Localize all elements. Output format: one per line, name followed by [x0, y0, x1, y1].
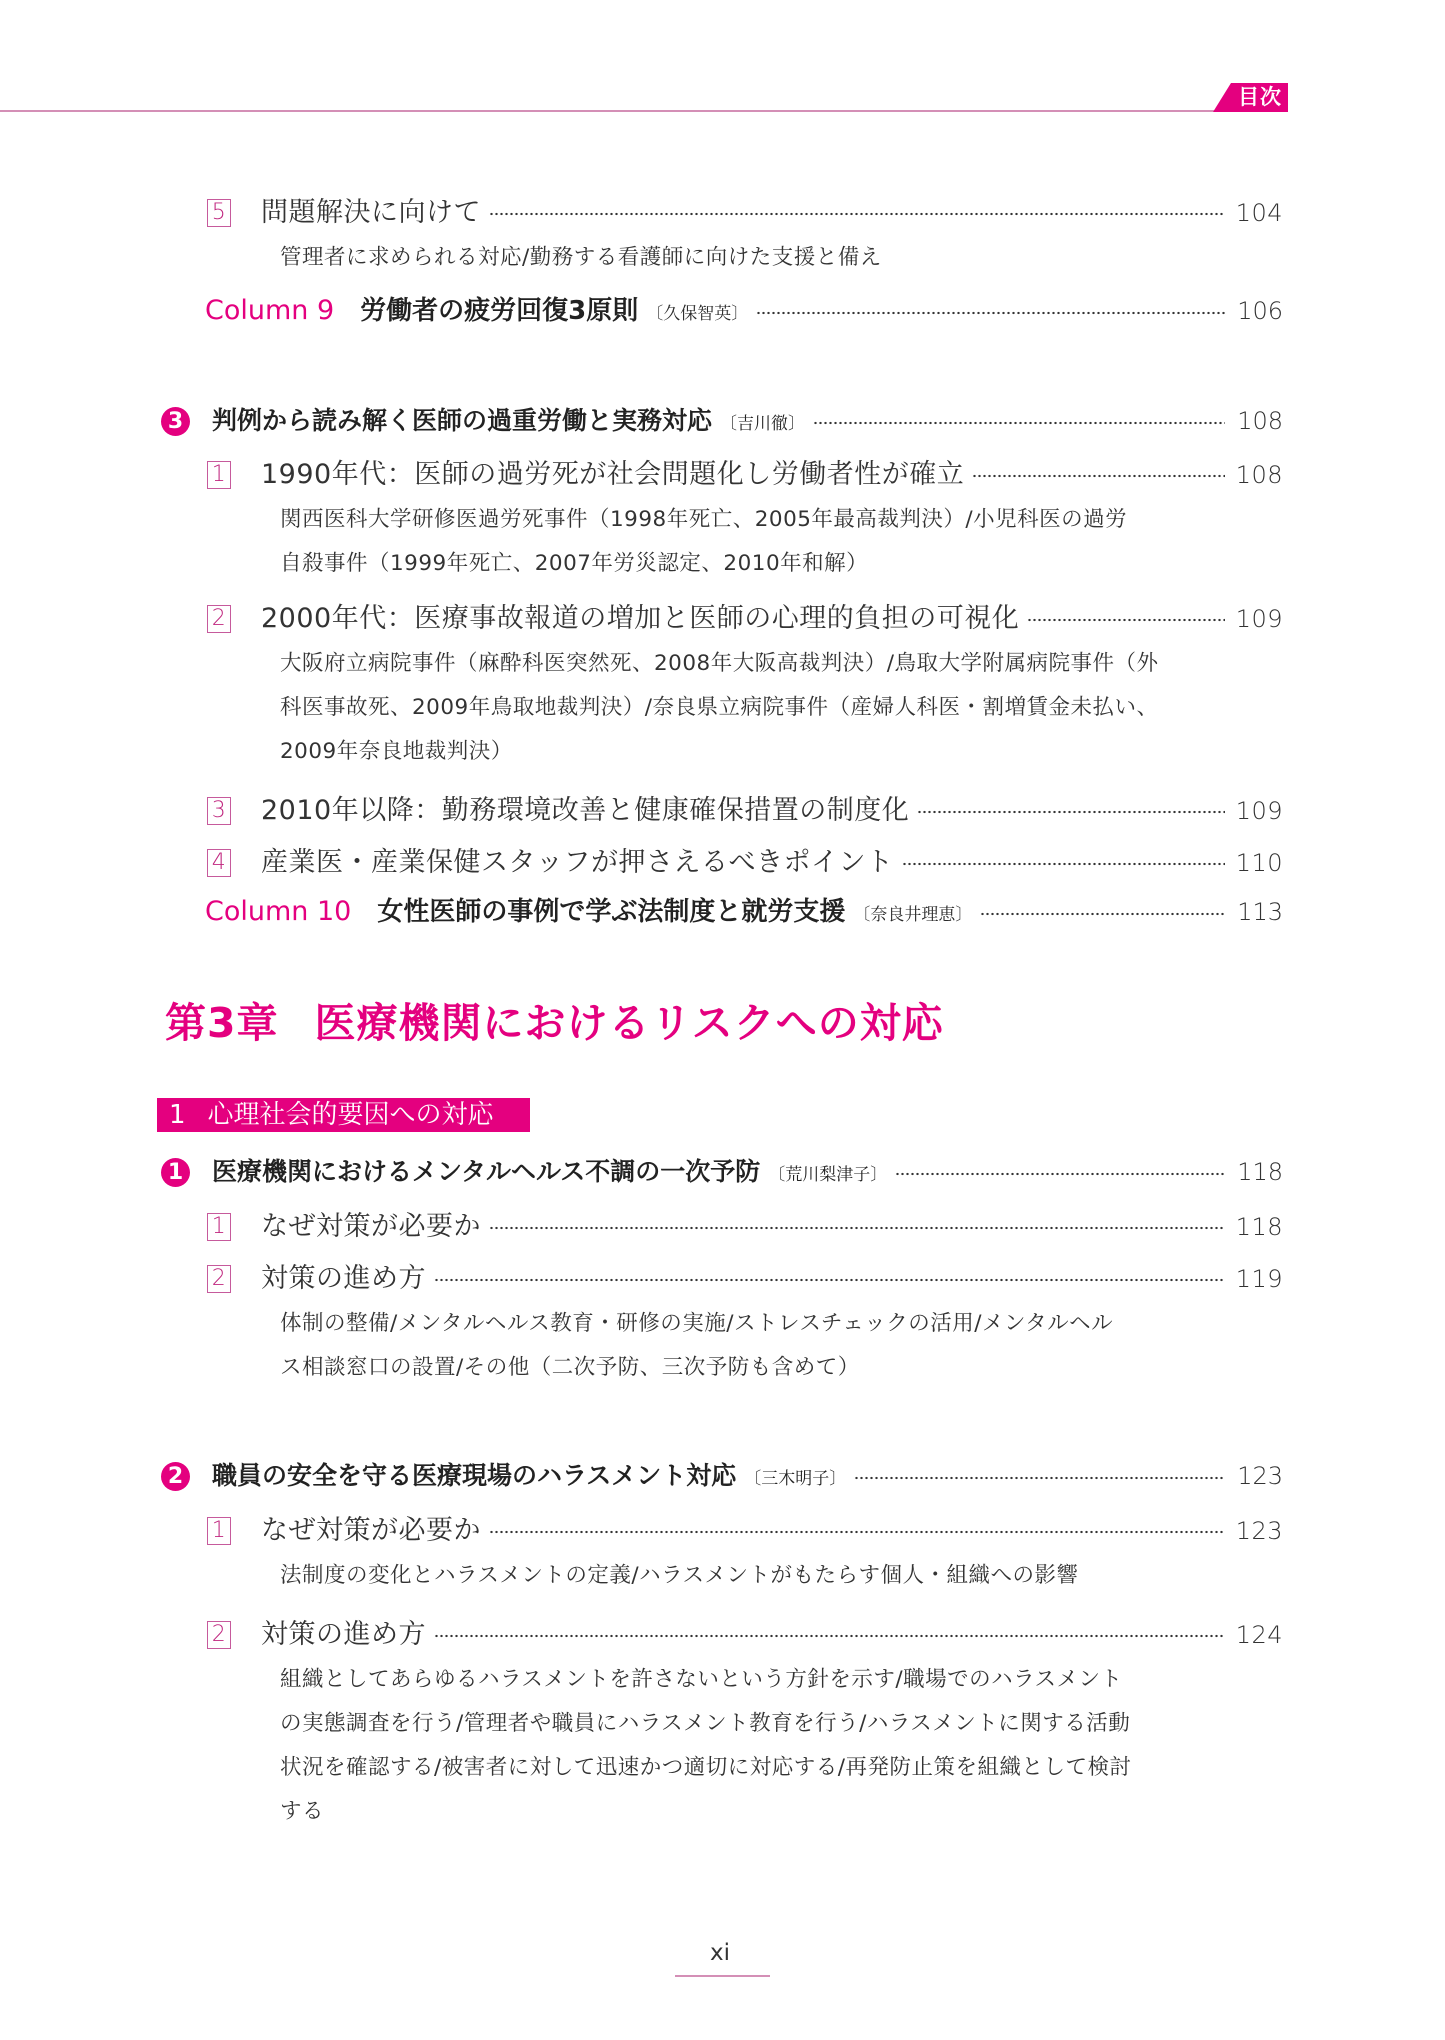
page-number: 109	[1235, 605, 1283, 633]
page-number: 123	[1237, 1462, 1283, 1490]
item-number-box: 2	[207, 605, 231, 633]
page-number: 113	[1237, 898, 1283, 926]
chapter-heading[interactable]	[165, 990, 944, 1049]
section-title: 医療機関におけるメンタルヘルス不調の一次予防	[212, 1157, 761, 1186]
dot-leader	[813, 421, 1225, 425]
toc-entry[interactable]	[0, 788, 1445, 827]
page-number: 109	[1235, 797, 1283, 825]
entry-title: 1990年代：医師の過労死が社会問題化し労働者性が確立	[261, 459, 965, 490]
column-label: Column 10	[205, 896, 352, 927]
page-number: 106	[1237, 297, 1283, 325]
header-rule	[0, 110, 1230, 112]
section-title: 判例から読み解く医師の過重労働と実務対応	[212, 406, 713, 435]
entry-description: 法制度の変化とハラスメントの定義/ハラスメントがもたらす個人・組織への影響	[280, 1563, 1079, 1588]
entry-description: 大阪府立病院事件（麻酔科医突然死、2008年大阪高裁判決）/鳥取大学附属病院事件（外 科医事故死、2009年鳥取地裁判決）/奈良県立病院事件（産婦人科医・割増賃金未払い、 2009年奈良地裁判決）	[280, 651, 1159, 764]
item-number-box: 4	[207, 849, 231, 877]
section-title: 職員の安全を守る医療現場のハラスメント対応	[212, 1461, 737, 1490]
dot-leader	[972, 474, 1225, 478]
entry-title: 問題解決に向けて	[261, 197, 481, 228]
toc-entry[interactable]	[0, 1256, 1445, 1295]
page-number: 124	[1235, 1621, 1283, 1649]
item-number-box: 1	[207, 1213, 231, 1241]
entry-title: 2010年以降：勤務環境改善と健康確保措置の制度化	[261, 795, 910, 826]
item-number-box: 1	[207, 461, 231, 489]
entry-description: 管理者に求められる対応/勤務する看護師に向けた支援と備え	[280, 245, 882, 270]
page-number: 118	[1237, 1158, 1283, 1186]
dot-leader	[434, 1278, 1225, 1282]
page-number: 108	[1237, 407, 1283, 435]
page-number: 119	[1235, 1265, 1283, 1293]
dot-leader	[1027, 618, 1225, 622]
dot-leader	[434, 1634, 1225, 1638]
toc-entry[interactable]	[0, 1204, 1445, 1243]
entry-title: なぜ対策が必要か	[261, 1211, 481, 1242]
toc-entry[interactable]	[0, 840, 1445, 879]
chapter-title: 医療機関におけるリスクへの対応	[314, 999, 944, 1047]
toc-entry[interactable]	[0, 452, 1445, 491]
toc-entry[interactable]	[0, 190, 1445, 229]
dot-leader	[902, 862, 1226, 866]
part-heading-band[interactable]	[157, 1098, 530, 1132]
toc-section-entry[interactable]	[0, 1152, 1445, 1188]
toc-entry[interactable]	[0, 1612, 1445, 1651]
item-number-box: 2	[207, 1621, 231, 1649]
entry-title: 2000年代：医療事故報道の増加と医師の心理的負担の可視化	[261, 603, 1020, 634]
footer-rule	[675, 1975, 770, 1977]
part-title: 心理社会的要因への対応	[207, 1100, 494, 1130]
column-title: 労働者の疲労回復3原則	[360, 296, 639, 326]
toc-section-entry[interactable]	[0, 401, 1445, 437]
author: 〔吉川徹〕	[720, 414, 806, 434]
dot-leader	[489, 212, 1225, 216]
page-number: 110	[1235, 849, 1283, 877]
item-number-box: 2	[207, 1265, 231, 1293]
toc-column-entry[interactable]	[0, 290, 1445, 327]
dot-leader	[489, 1530, 1225, 1534]
entry-title: なぜ対策が必要か	[261, 1515, 481, 1546]
item-number-box: 3	[207, 797, 231, 825]
toc-column-entry[interactable]	[0, 891, 1445, 928]
column-label: Column 9	[205, 295, 335, 326]
entry-title: 産業医・産業保健スタッフが押さえるべきポイント	[261, 847, 894, 878]
header-tab-label: 目次	[1238, 85, 1282, 109]
entry-title: 対策の進め方	[261, 1619, 426, 1650]
author: 〔奈良井理恵〕	[853, 905, 973, 925]
section-number-circle: 2	[161, 1462, 190, 1491]
page-number: 123	[1235, 1517, 1283, 1545]
item-number-box: 1	[207, 1517, 231, 1545]
chapter-label: 第3章	[165, 999, 279, 1047]
entry-description: 関西医科大学研修医過労死事件（1998年死亡、2005年最高裁判決）/小児科医の過労 自殺事件（1999年死亡、2007年労災認定、2010年和解）	[280, 507, 1128, 576]
dot-leader	[489, 1226, 1225, 1230]
dot-leader	[756, 311, 1225, 315]
page-number: 108	[1235, 461, 1283, 489]
dot-leader	[917, 810, 1225, 814]
dot-leader	[854, 1476, 1225, 1480]
entry-description: 組織としてあらゆるハラスメントを許さないという方針を示す/職場でのハラスメント の実態調査を行う/管理者や職員にハラスメント教育を行う/ハラスメントに関する活動 状況を確認する/被害者に対して迅速かつ適切に対応する/再発防止策を組織として検討 する	[280, 1667, 1132, 1824]
toc-section-entry[interactable]	[0, 1456, 1445, 1492]
page-number: 104	[1235, 199, 1283, 227]
dot-leader	[980, 912, 1225, 916]
part-number: 1	[169, 1100, 186, 1130]
author: 〔久保智英〕	[646, 304, 749, 324]
section-number-circle: 3	[161, 407, 190, 436]
toc-entry[interactable]	[0, 1508, 1445, 1547]
author: 〔荒川梨津子〕	[768, 1165, 888, 1185]
toc-entry[interactable]	[0, 596, 1445, 635]
section-number-circle: 1	[161, 1158, 190, 1187]
column-title: 女性医師の事例で学ぶ法制度と就労支援	[377, 897, 846, 927]
item-number-box: 5	[207, 199, 231, 227]
author: 〔三木明子〕	[744, 1469, 847, 1489]
entry-description: 体制の整備/メンタルヘルス教育・研修の実施/ストレスチェックの活用/メンタルヘル ス相談窓口の設置/その他（二次予防、三次予防も含めて）	[280, 1311, 1114, 1380]
page-number-footer: xi	[709, 1940, 730, 1966]
page-number: 118	[1235, 1213, 1283, 1241]
dot-leader	[895, 1172, 1225, 1176]
entry-title: 対策の進め方	[261, 1263, 426, 1294]
